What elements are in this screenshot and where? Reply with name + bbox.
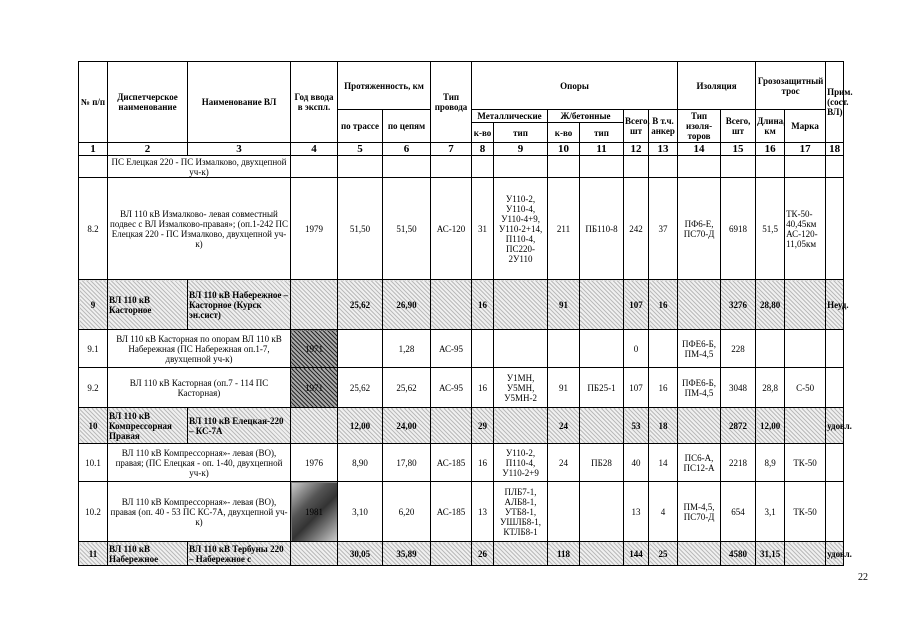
line-name: ВЛ 110 кВ Компрессорная»- левая (ВО), правая (оп. 40 - 53 ПС КС-7А, двухцепной уч-к)	[108, 482, 291, 542]
line-name: ВЛ 110 кВ Елецкая-220 – КС-7А	[188, 408, 291, 444]
line-name: ВЛ 110 кВ Касторная (оп.7 - 114 ПС Касторная)	[108, 368, 291, 408]
ground-wire-length: 12,00	[756, 408, 785, 444]
column-number: 4	[291, 143, 338, 156]
note: удовл.	[826, 408, 844, 444]
line-name: ВЛ 110 кВ Тербуны 220 – Набережное с	[188, 542, 291, 566]
length-circuits: 24,00	[383, 408, 431, 444]
concrete-count: 24	[548, 444, 580, 482]
length-route: 3,10	[338, 482, 383, 542]
table-row-11-summary	[79, 542, 844, 566]
column-number: 1	[79, 143, 108, 156]
line-name: ВЛ 110 кВ Измалково- левая совместный подвес с ВЛ Измалково-правая»; (оп.1-242 ПС Елецкая 220 - ПС Измалково, двухцепной уч-к)	[108, 178, 291, 280]
ground-wire-brand: С-50	[785, 368, 826, 408]
metal-count: 16	[472, 368, 494, 408]
length-circuits: 26,90	[383, 280, 431, 330]
table-row-continuation	[79, 156, 844, 178]
wire-type: АС-95	[431, 330, 472, 368]
column-number: 3	[188, 143, 291, 156]
header-ground-brand: Марка	[785, 110, 826, 143]
header-insulation: Изоляция	[678, 62, 756, 110]
commission-year: 1971	[291, 330, 338, 368]
insulation-total: 654	[721, 482, 756, 542]
commission-year: 1979	[291, 178, 338, 280]
header-metal-type: тип	[494, 123, 548, 143]
metal-type: У1МН, У5МН, У5МН-2	[494, 368, 548, 408]
dispatch-name: ВЛ 110 кВ Касторное	[108, 280, 188, 330]
metal-type: У110-2, П110-4, У110-2+9	[494, 444, 548, 482]
metal-count: 26	[472, 542, 494, 566]
table-row-9-1	[79, 330, 844, 368]
wire-type: АС-185	[431, 482, 472, 542]
line-name: ВЛ 110 кВ Компрессорная»- левая (ВО), правая; (ПС Елецкая - оп. 1-40, двухцепной уч-к)	[108, 444, 291, 482]
anchor-count: 18	[649, 408, 678, 444]
length-circuits: 17,80	[383, 444, 431, 482]
length-route: 30,05	[338, 542, 383, 566]
header-wire-type: Тип провода	[431, 62, 472, 143]
header-concrete-count: к-во	[548, 123, 580, 143]
supports-total: 0	[624, 330, 649, 368]
commission-year: 1971	[291, 368, 338, 408]
length-circuits: 1,28	[383, 330, 431, 368]
power-line-table	[78, 61, 853, 566]
metal-count: 31	[472, 178, 494, 280]
commission-year: 1981	[291, 482, 338, 542]
column-number: 15	[721, 143, 756, 156]
supports-total: 107	[624, 368, 649, 408]
ground-wire-brand: ТК-50	[785, 444, 826, 482]
ground-wire-length: 28,8	[756, 368, 785, 408]
header-metal-count: к-во	[472, 123, 494, 143]
insulation-total: 228	[721, 330, 756, 368]
header-length-circuits: по цепям	[383, 110, 431, 143]
concrete-count: 118	[548, 542, 580, 566]
column-number: 17	[785, 143, 826, 156]
supports-total: 144	[624, 542, 649, 566]
row-number: 10	[79, 408, 108, 444]
row-number: 9.1	[79, 330, 108, 368]
metal-type: ПЛБ7-1, АЛБ8-1, УТБ8-1, УШЛБ8-1, КТЛБ8-1	[494, 482, 548, 542]
insulator-type: ПМ-4,5, ПС70-Д	[678, 482, 721, 542]
concrete-count: 91	[548, 280, 580, 330]
ground-wire-length: 3,1	[756, 482, 785, 542]
insulator-type: ПФЕ6-Б, ПМ-4,5	[678, 368, 721, 408]
metal-count: 16	[472, 444, 494, 482]
column-number: 9	[494, 143, 548, 156]
table-row-9-2	[79, 368, 844, 408]
insulation-total: 4580	[721, 542, 756, 566]
supports-total: 13	[624, 482, 649, 542]
length-route: 8,90	[338, 444, 383, 482]
insulator-type: ПФ6-Е, ПС70-Д	[678, 178, 721, 280]
header-total-pcs: Всего, шт	[624, 110, 649, 143]
metal-count: 13	[472, 482, 494, 542]
length-circuits: 35,89	[383, 542, 431, 566]
concrete-count: 24	[548, 408, 580, 444]
header-note: Прим. (сост. ВЛ)	[826, 62, 844, 143]
header-line-name: Наименование ВЛ	[188, 62, 291, 143]
ground-wire-length: 51,5	[756, 178, 785, 280]
concrete-count: 91	[548, 368, 580, 408]
table-row-9-summary	[79, 280, 844, 330]
supports-total: 107	[624, 280, 649, 330]
table-row-8-2	[79, 178, 844, 280]
header-year: Год ввода в экспл.	[291, 62, 338, 143]
column-number: 7	[431, 143, 472, 156]
page-number: 22	[858, 572, 868, 583]
wire-type: АС-95	[431, 368, 472, 408]
row-number: 11	[79, 542, 108, 566]
anchor-count: 37	[649, 178, 678, 280]
column-number: 13	[649, 143, 678, 156]
anchor-count: 16	[649, 368, 678, 408]
table-row-10-summary	[79, 408, 844, 444]
table-row-10-2	[79, 482, 844, 542]
dispatch-name: ВЛ 110 кВ Набережное	[108, 542, 188, 566]
header-ground-length: Длина, км	[756, 110, 785, 143]
length-route: 25,62	[338, 368, 383, 408]
insulation-total: 2218	[721, 444, 756, 482]
line-registry-table-sheet	[78, 61, 853, 566]
insulation-total: 3276	[721, 280, 756, 330]
column-number: 11	[580, 143, 624, 156]
length-circuits: 51,50	[383, 178, 431, 280]
length-route: 25,62	[338, 280, 383, 330]
line-name: ВЛ 110 кВ Касторная по опорам ВЛ 110 кВ Набережная (ПС Набережная оп.1-7, двухцепной уч-к)	[108, 330, 291, 368]
concrete-type: ПБ25-1	[580, 368, 624, 408]
anchor-count: 25	[649, 542, 678, 566]
concrete-type: ПБ28	[580, 444, 624, 482]
ground-wire-brand: ТК-50-40,45км АС-120-11,05км	[785, 178, 826, 280]
dispatch-name: ВЛ 110 кВ Компрессорная Правая	[108, 408, 188, 444]
column-number: 18	[826, 143, 844, 156]
insulator-type: ПС6-А, ПС12-А	[678, 444, 721, 482]
header-ground-wire: Грозозащитный трос	[756, 62, 826, 110]
row-number: 8.2	[79, 178, 108, 280]
column-number: 8	[472, 143, 494, 156]
length-route: 51,50	[338, 178, 383, 280]
header-length-route: по трассе	[338, 110, 383, 143]
column-number: 12	[624, 143, 649, 156]
supports-total: 242	[624, 178, 649, 280]
column-number: 14	[678, 143, 721, 156]
ground-wire-length: 31,15	[756, 542, 785, 566]
row-number: 10.2	[79, 482, 108, 542]
row-number: 9.2	[79, 368, 108, 408]
column-number: 6	[383, 143, 431, 156]
header-length: Протяженность, км	[338, 62, 431, 110]
anchor-count: 16	[649, 280, 678, 330]
line-name: ВЛ 110 кВ Набережное – Касторное (Курск эн.сист)	[188, 280, 291, 330]
ground-wire-brand: ТК-50	[785, 482, 826, 542]
note	[826, 178, 844, 280]
length-route: 12,00	[338, 408, 383, 444]
concrete-type: ПБ110-8	[580, 178, 624, 280]
ground-wire-length: 8,9	[756, 444, 785, 482]
header-insulator-type: Тип изоля-торов	[678, 110, 721, 143]
insulation-total: 3048	[721, 368, 756, 408]
column-number-row	[79, 143, 844, 156]
ground-wire-length: 28,80	[756, 280, 785, 330]
header-insulation-total: Всего, шт	[721, 110, 756, 143]
length-circuits: 6,20	[383, 482, 431, 542]
insulator-type: ПФЕ6-Б, ПМ-4,5	[678, 330, 721, 368]
metal-count: 29	[472, 408, 494, 444]
header-incl-anchor: В т.ч. анкер	[649, 110, 678, 143]
header-num: № п/п	[79, 62, 108, 143]
column-number: 16	[756, 143, 785, 156]
metal-type: У110-2, У110-4, У110-4+9, У110-2+14, П110-4, ПС220-2У110	[494, 178, 548, 280]
concrete-count: 211	[548, 178, 580, 280]
metal-count: 16	[472, 280, 494, 330]
wire-type: АС-185	[431, 444, 472, 482]
column-number: 2	[108, 143, 188, 156]
anchor-count: 4	[649, 482, 678, 542]
header-concrete: Ж/бетонные	[548, 110, 624, 123]
header-supports: Опоры	[472, 62, 678, 110]
header-dispatch-name: Диспетчерское наименование	[108, 62, 188, 143]
supports-total: 40	[624, 444, 649, 482]
supports-total: 53	[624, 408, 649, 444]
note: Неуд.	[826, 280, 844, 330]
column-number: 10	[548, 143, 580, 156]
header-concrete-type: тип	[580, 123, 624, 143]
line-name: ПС Елецкая 220 - ПС Измалково, двухцепной уч-к)	[108, 156, 291, 178]
anchor-count: 14	[649, 444, 678, 482]
insulation-total: 2872	[721, 408, 756, 444]
row-number: 9	[79, 280, 108, 330]
insulation-total: 6918	[721, 178, 756, 280]
table-row-10-1	[79, 444, 844, 482]
column-number: 5	[338, 143, 383, 156]
header-metal: Металлические	[472, 110, 548, 123]
wire-type: АС-120	[431, 178, 472, 280]
row-number: 10.1	[79, 444, 108, 482]
length-circuits: 25,62	[383, 368, 431, 408]
commission-year: 1976	[291, 444, 338, 482]
note: удовл.	[826, 542, 844, 566]
header-row-1	[79, 62, 844, 110]
